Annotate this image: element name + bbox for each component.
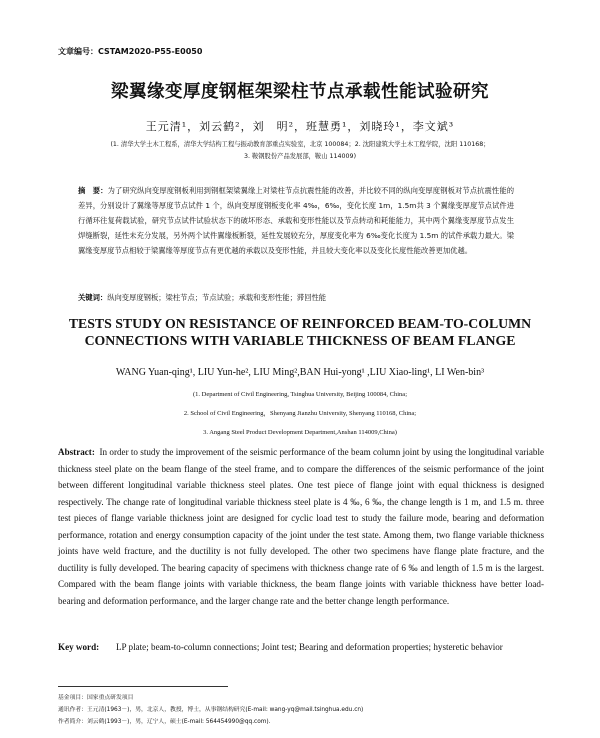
chinese-abstract-label: 摘 要： <box>78 186 108 195</box>
article-number-label: 文章编号： <box>58 47 98 56</box>
article-number-value: CSTAM2020-P55-E0050 <box>98 47 203 56</box>
chinese-keywords <box>78 293 514 303</box>
english-authors: WANG Yuan-qing¹, LIU Yun-he², LIU Ming²,BAN Hui-yong¹ ,LIU Xiao-ling¹, LI Wen-bin³ <box>115 367 485 378</box>
footnote-funding: 基金项目：国家重点研发项目 <box>58 695 134 701</box>
chinese-abstract-text: 为了研究纵向变厚度钢板利用到钢框架梁翼缘上对梁柱节点抗震性能的改善，并比较不同的纵向变厚度钢板对节点抗震性能的差异，分别设计了翼缘等厚度节点试件 1 个，纵向变厚度钢板变化率 4‰，6‰，变化长度 1m，1.5m共 3 个翼缘变厚度节点试件进行循环往复荷载试验，研究节点试件试验状态下的破坏形态、承载和变形性能以及节点转动和耗能能力，其中两个翼缘变厚度节点发生焊缝断裂，延性未充分发展，另外两个试件翼缘板断裂，延性发展较充分，厚度变化率为 6‰变化长度为 1.5m 的试件承载力最大。梁翼缘变厚度节点相较于梁翼缘等厚度节点有更优越的承载以及变形性能，并且较大变化率以及变化长度性能改善更加优越。 <box>78 186 515 255</box>
english-keywords-label: Key word: <box>58 642 100 652</box>
english-affiliation-line: 2. School of Civil Engineering，Shenyang Jianzhu University, Shenyang 110168, China; <box>183 410 417 417</box>
chinese-affiliation-line: 3. 鞍钢股份产品发展部，鞍山 114009) <box>243 153 357 160</box>
english-keywords <box>58 639 544 655</box>
english-title-line: CONNECTIONS WITH VARIABLE THICKNESS OF BEAM FLANGE <box>84 333 516 348</box>
chinese-affiliation-line: (1. 清华大学土木工程系，清华大学结构工程与振动教育部重点实验室，北京 100084；2. 沈阳建筑大学土木工程学院，沈阳 110168； <box>110 141 490 148</box>
chinese-keywords-label: 关键词： <box>78 293 108 302</box>
english-title <box>30 315 570 349</box>
chinese-authors: 王元清¹，刘云鹤²，刘 明²，班慧勇¹，刘晓玲¹，李文斌³ <box>145 120 455 133</box>
chinese-keywords-text: 纵向变厚度钢板；梁柱节点；节点试验；承载和变形性能；滞回性能 <box>107 293 327 302</box>
english-affiliation-line: 3. Angang Steel Product Development Department,Anshan 114009,China) <box>203 429 397 436</box>
article-number <box>58 46 202 57</box>
footnote-divider <box>58 686 228 687</box>
english-abstract <box>58 444 544 609</box>
english-affiliation-line: (1. Department of Civil Engineering, Tsinghua University, Beijing 100084, China; <box>192 391 407 398</box>
english-abstract-text: In order to study the improvement of the seismic performance of the beam column joint by using the longitudinal variable thickness steel plate on the beam flange of the steel frame, and to compare the differences of the seismic performance of the joint between different longitudinal variable thickness steel plates. One test piece of flange joint with equal thickness is designed respectively. The change rate of longitudinal variable thickness steel plate is 4 ‰, 6 ‰, the change length is 1 m, and 1.5 m. three test pieces of flange variable thickness joint are designed for cyclic load test to study the failure mode, bearing and deformation performance, rotation and energy consumption capacity of the joint under the test state. Among them, two flange variable thickness joints have weld fracture, and the ductility is not fully developed. The other two specimens have flange plate fracture, and the ductility is fully developed. The bearing capacity of specimens with thickness change rate of 6 ‰ and length of 1.5 m is the largest. Compared with the beam flange joints with variable thickness, the beam flange joints with variable thickness have better load-bearing and deformation performance, and the larger change rate and the better change length performance. <box>58 447 545 606</box>
english-keywords-text: LP plate; beam-to-column connections; Joint test; Bearing and deformation properties; hysteretic behavior <box>116 642 503 652</box>
english-abstract-label: Abstract: <box>58 447 95 457</box>
footnotes <box>58 692 538 728</box>
chinese-affiliations <box>60 139 540 163</box>
chinese-abstract <box>78 183 514 258</box>
footnote-author-bio: 作者简介：刘云鹤(1993－)，男，辽宁人，硕士(E-mail: 564454990@qq.com). <box>58 719 271 725</box>
footnote-corresponding-author: 通讯作者：王元清(1963－)，男，北京人，教授，博士，从事钢结构研究(E-mail: wang-yq@mail.tsinghua.edu.cn) <box>58 707 364 713</box>
chinese-title: 梁翼缘变厚度钢框架梁柱节点承载性能试验研究 <box>111 82 489 102</box>
english-affiliations <box>0 385 600 442</box>
english-title-line: TESTS STUDY ON RESISTANCE OF REINFORCED BEAM-TO-COLUMN <box>68 316 532 331</box>
